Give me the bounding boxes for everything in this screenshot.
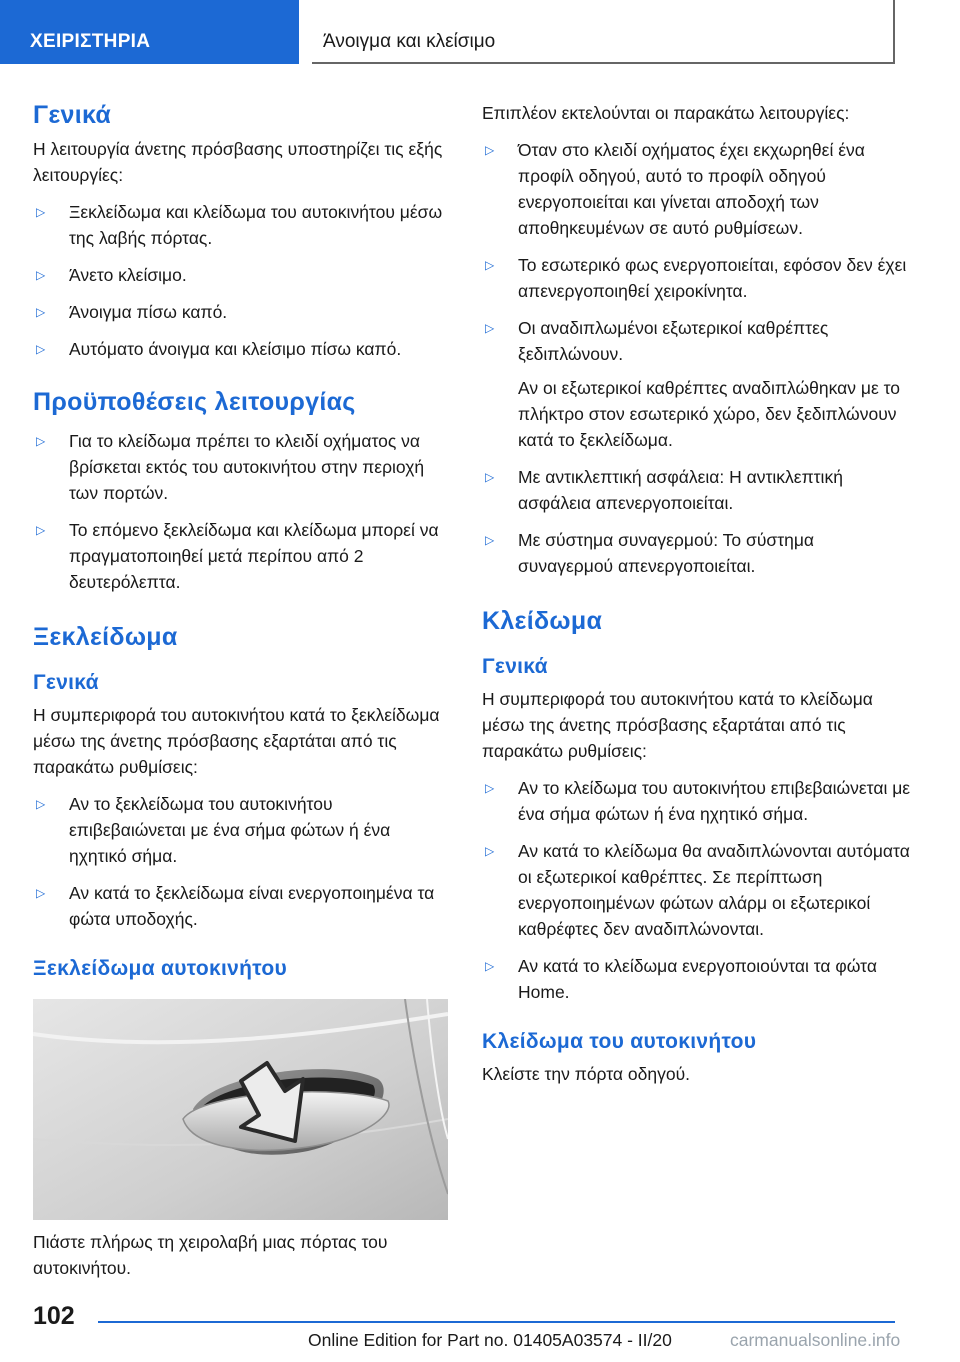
unlock-general-heading: Γενικά (33, 671, 99, 694)
list-item: ▷ Όταν στο κλειδί οχήματος έχει εκχωρηθεί ένα προφίλ οδηγού, αυτό το προφίλ οδηγού ενεργοποιείται και γίνεται αποδοχή των αποθηκευμένων σε αυτό ρυθμίσεων. (482, 137, 912, 241)
list-item: ▷ Το εσωτερικό φως ενεργοποιείται, εφόσον δεν έχει απενεργοποιηθεί χειροκίνητα. (482, 252, 912, 304)
triangle-bullet-icon: ▷ (36, 205, 46, 219)
triangle-bullet-icon: ▷ (485, 533, 495, 547)
lock-list (482, 775, 912, 1005)
prerequisites-heading: Προϋποθέσεις λειτουργίας (33, 388, 356, 416)
list-item: ▷ Αν κατά το κλείδωμα ενεργοποιούνται τα φώτα Home. (482, 953, 912, 1005)
lock-heading: Κλείδωμα (482, 607, 603, 635)
lock-general-heading: Γενικά (482, 655, 548, 678)
image-caption: Πιάστε πλήρως τη χειρολαβή μιας πόρτας του αυτοκινήτου. (33, 1232, 388, 1278)
right-column (482, 100, 912, 1087)
list-item: ▷ Αυτόματο άνοιγμα και κλείσιμο πίσω καπό. (33, 336, 451, 362)
triangle-bullet-icon: ▷ (485, 143, 495, 157)
general-heading: Γενικά (33, 101, 112, 129)
unlock-list (33, 791, 451, 932)
lock-general-intro: Η συμπεριφορά του αυτοκινήτου κατά το κλείδωμα μέσω της άνετης πρόσβασης εξαρτάται από τις παρακάτω ρυθμίσεις: (482, 689, 873, 761)
triangle-bullet-icon: ▷ (36, 434, 46, 448)
triangle-bullet-icon: ▷ (36, 342, 46, 356)
extra-functions-intro: Επιπλέον εκτελούνται οι παρακάτω λειτουργίες: (482, 103, 850, 123)
left-column (33, 100, 451, 1281)
list-item: ▷ Αν το ξεκλείδωμα του αυτοκινήτου επιβεβαιώνεται με ένα σήμα φώτων ή ένα ηχητικό σήμα. (33, 791, 451, 869)
triangle-bullet-icon: ▷ (36, 268, 46, 282)
footer-divider (98, 1321, 895, 1323)
list-item: ▷ Αν κατά το ξεκλείδωμα είναι ενεργοποιημένα τα φώτα υποδοχής. (33, 880, 451, 932)
general-intro: Η λειτουργία άνετης πρόσβασης υποστηρίζει τις εξής λειτουργίες: (33, 139, 443, 185)
unlock-general-intro: Η συμπεριφορά του αυτοκινήτου κατά το ξεκλείδωμα μέσω της άνετης πρόσβασης εξαρτάται από τις παρακάτω ρυθμίσεις: (33, 705, 440, 777)
section-tab: ΧΕΙΡΙΣΤΗΡΙΑ (0, 0, 299, 64)
list-item: ▷ Για το κλείδωμα πρέπει το κλειδί οχήματος να βρίσκεται εκτός του αυτοκινήτου στην περιοχή των πορτών. (33, 428, 451, 506)
list-item: ▷ Αν κατά το κλείδωμα θα αναδιπλώνονται αυτόματα οι εξωτερικοί καθρέπτες. Σε περίπτωση ενεργοποιημένων φώτων αλάρμ οι εξωτερικοί καθρέφτες δεν αναδιπλώνονται. (482, 838, 912, 942)
lock-car-heading: Κλείδωμα του αυτοκινήτου (482, 1030, 757, 1053)
list-item: ▷ Άνοιγμα πίσω καπό. (33, 299, 451, 325)
list-item: ▷ Με αντικλεπτική ασφάλεια: Η αντικλεπτική ασφάλεια απενεργοποιείται. (482, 464, 912, 516)
page-number: 102 (33, 1302, 75, 1330)
unlock-heading: Ξεκλείδωμα (33, 623, 178, 651)
door-handle-image (33, 999, 448, 1220)
triangle-bullet-icon: ▷ (36, 797, 46, 811)
list-item-note: Αν οι εξωτερικοί καθρέπτες αναδιπλώθηκαν με το πλήκτρο στον εσωτερικό χώρο, δεν ξεδιπλώνουν κατά το ξεκλείδωμα. (518, 378, 901, 450)
triangle-bullet-icon: ▷ (485, 470, 495, 484)
chapter-title: Άνοιγμα και κλείσιμο (312, 0, 895, 64)
extra-functions-list (482, 137, 912, 579)
general-list (33, 199, 451, 362)
triangle-bullet-icon: ▷ (485, 321, 495, 335)
watermark: carmanualsonline.info (730, 1330, 901, 1350)
lock-car-text: Κλείστε την πόρτα οδηγού. (482, 1064, 691, 1084)
triangle-bullet-icon: ▷ (36, 886, 46, 900)
triangle-bullet-icon: ▷ (485, 258, 495, 272)
list-item: ▷ Αν το κλείδωμα του αυτοκινήτου επιβεβαιώνεται με ένα σήμα φώτων ή ένα ηχητικό σήμα. (482, 775, 912, 827)
triangle-bullet-icon: ▷ (485, 959, 495, 973)
triangle-bullet-icon: ▷ (485, 781, 495, 795)
list-item: ▷ Άνετο κλείσιμο. (33, 262, 451, 288)
unlock-car-heading: Ξεκλείδωμα αυτοκινήτου (33, 957, 287, 980)
list-item: ▷ Με σύστημα συναγερμού: Το σύστημα συναγερμού απενεργοποιείται. (482, 527, 912, 579)
triangle-bullet-icon: ▷ (36, 523, 46, 537)
triangle-bullet-icon: ▷ (485, 844, 495, 858)
triangle-bullet-icon: ▷ (36, 305, 46, 319)
prerequisites-list (33, 428, 451, 595)
list-item: ▷ Το επόμενο ξεκλείδωμα και κλείδωμα μπορεί να πραγματοποιηθεί μετά περίπου από 2 δευτερόλεπτα. (33, 517, 451, 595)
list-item: ▷ Οι αναδιπλωμένοι εξωτερικοί καθρέπτες ξεδιπλώνουν. Αν οι εξωτερικοί καθρέπτες αναδιπλώθηκαν με το πλήκτρο στον εσωτερικό χώρο, δεν ξεδιπλώνουν κατά το ξεκλείδωμα. (482, 315, 912, 453)
edition-text: Online Edition for Part no. 01405A03574 - II/20 (308, 1330, 672, 1350)
list-item: ▷ Ξεκλείδωμα και κλείδωμα του αυτοκινήτου μέσω της λαβής πόρτας. (33, 199, 451, 251)
